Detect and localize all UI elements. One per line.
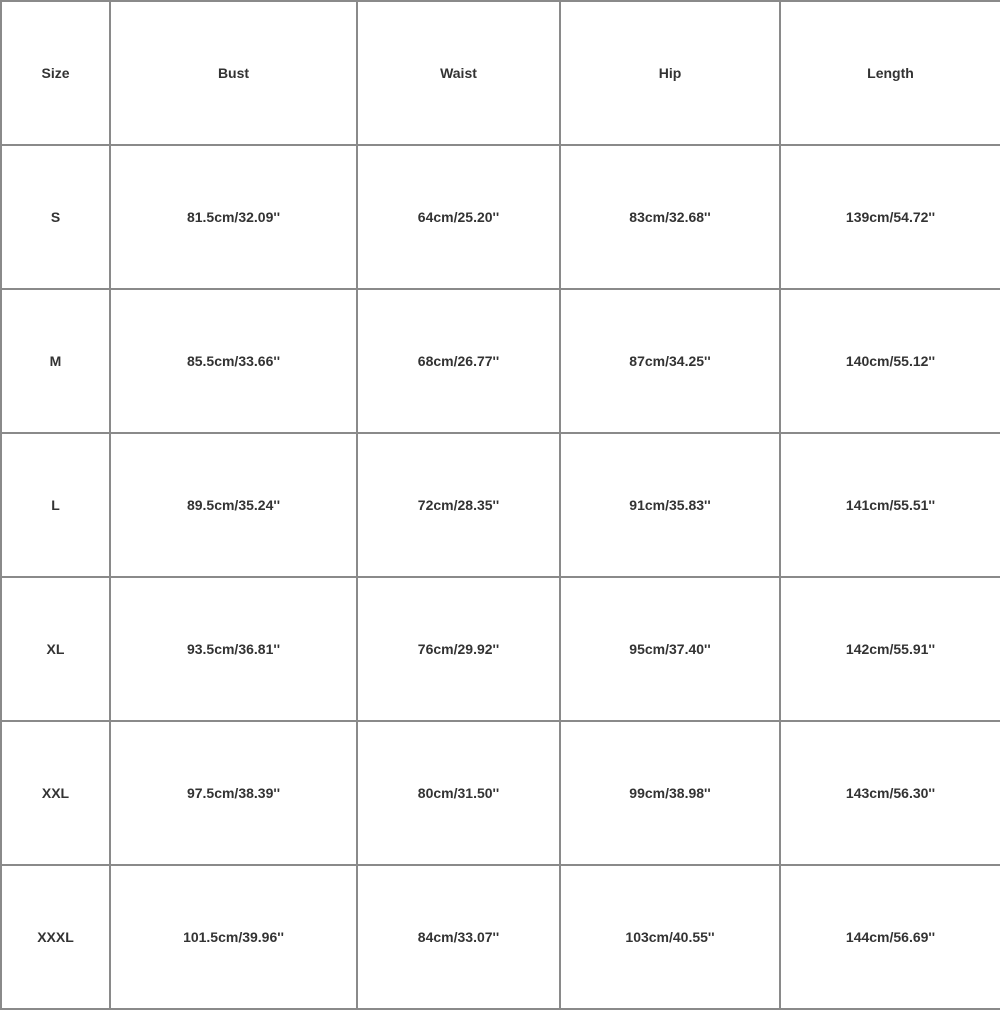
cell-waist: 68cm/26.77''	[357, 289, 560, 433]
cell-waist: 80cm/31.50''	[357, 721, 560, 865]
cell-size: XL	[1, 577, 110, 721]
cell-waist: 76cm/29.92''	[357, 577, 560, 721]
cell-hip: 95cm/37.40''	[560, 577, 780, 721]
cell-size: M	[1, 289, 110, 433]
header-size: Size	[1, 1, 110, 145]
cell-size: L	[1, 433, 110, 577]
cell-bust: 81.5cm/32.09''	[110, 145, 357, 289]
cell-hip: 103cm/40.55''	[560, 865, 780, 1009]
table-row	[1, 577, 1000, 721]
cell-length: 144cm/56.69''	[780, 865, 1000, 1009]
size-chart-body	[1, 145, 1000, 1009]
table-row	[1, 433, 1000, 577]
header-waist: Waist	[357, 1, 560, 145]
cell-length: 141cm/55.51''	[780, 433, 1000, 577]
table-row	[1, 145, 1000, 289]
table-row	[1, 721, 1000, 865]
cell-bust: 101.5cm/39.96''	[110, 865, 357, 1009]
table-row	[1, 289, 1000, 433]
cell-bust: 89.5cm/35.24''	[110, 433, 357, 577]
header-hip: Hip	[560, 1, 780, 145]
cell-waist: 64cm/25.20''	[357, 145, 560, 289]
cell-length: 140cm/55.12''	[780, 289, 1000, 433]
cell-hip: 83cm/32.68''	[560, 145, 780, 289]
cell-hip: 91cm/35.83''	[560, 433, 780, 577]
table-row	[1, 865, 1000, 1009]
cell-hip: 99cm/38.98''	[560, 721, 780, 865]
cell-length: 143cm/56.30''	[780, 721, 1000, 865]
header-length: Length	[780, 1, 1000, 145]
size-chart-header	[1, 1, 1000, 145]
header-row	[1, 1, 1000, 145]
cell-bust: 85.5cm/33.66''	[110, 289, 357, 433]
cell-size: S	[1, 145, 110, 289]
cell-size: XXL	[1, 721, 110, 865]
cell-bust: 97.5cm/38.39''	[110, 721, 357, 865]
header-bust: Bust	[110, 1, 357, 145]
cell-waist: 84cm/33.07''	[357, 865, 560, 1009]
cell-hip: 87cm/34.25''	[560, 289, 780, 433]
cell-waist: 72cm/28.35''	[357, 433, 560, 577]
cell-length: 142cm/55.91''	[780, 577, 1000, 721]
cell-size: XXXL	[1, 865, 110, 1009]
cell-bust: 93.5cm/36.81''	[110, 577, 357, 721]
cell-length: 139cm/54.72''	[780, 145, 1000, 289]
